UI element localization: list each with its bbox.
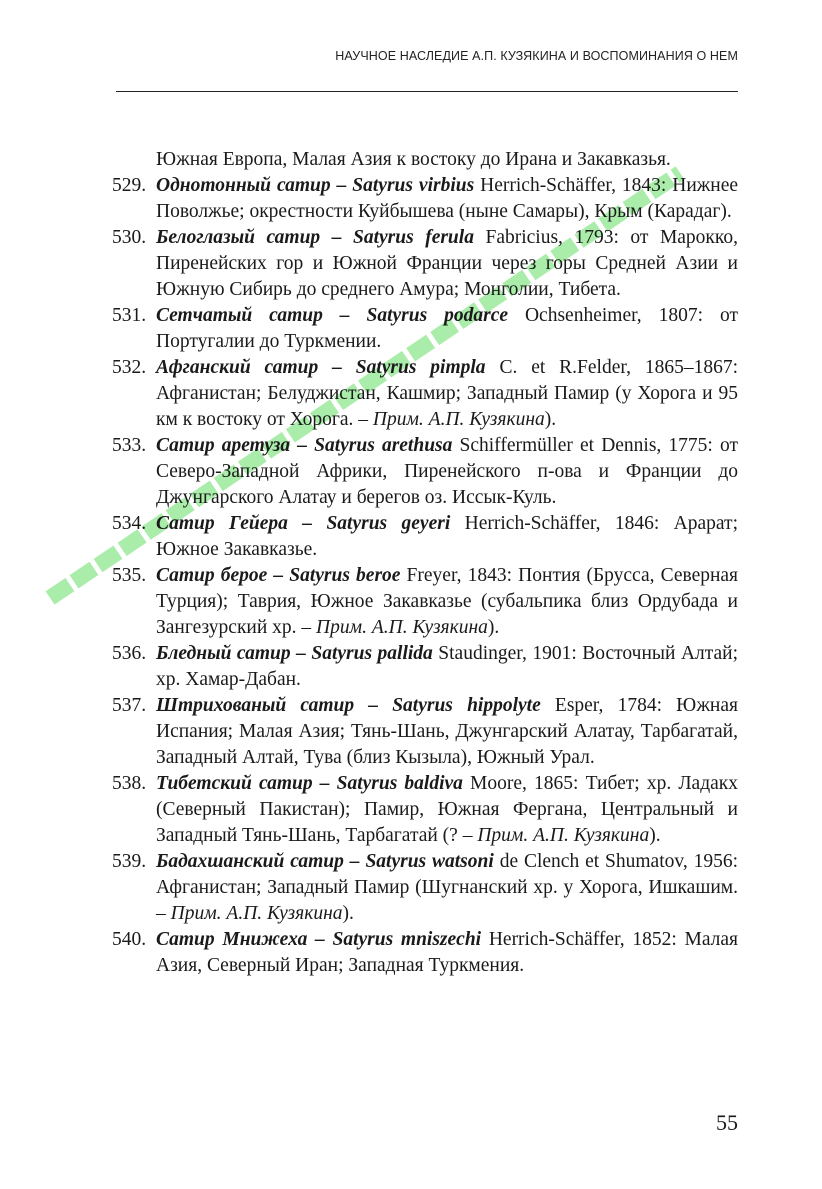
latin-name: Satyrus virbius: [352, 175, 475, 196]
entry-number: 537.: [112, 695, 147, 716]
entry-number: 534.: [112, 513, 147, 534]
distribution-text: Тибет; хр. Ладакх (Северный Пакистан); Памир, Южная Фергана, Центральный и Западный Тянь-Шань, Тарбагатай (? –: [156, 773, 739, 846]
species-entry: [112, 771, 738, 849]
common-name: Бледный сатир –: [156, 643, 306, 664]
entry-tail: ).: [487, 617, 500, 638]
species-entry: [112, 433, 738, 511]
continuation-paragraph: [112, 147, 738, 173]
species-entry: [112, 225, 738, 303]
distribution-text: Афганистан; Западный Памир (Шугнанский хр. у Хорога, Ишкашим. –: [156, 877, 738, 924]
distribution-text: Арарат; Южное Закавказье.: [156, 513, 738, 560]
species-list: [112, 147, 738, 979]
latin-name: Satyrus watsoni: [365, 851, 494, 872]
distribution-text: Нижнее Поволжье; окрестности Куйбышева (ныне Самары), Крым (Карадаг).: [156, 175, 739, 222]
common-name: Сатир Мнижеха –: [156, 929, 325, 950]
species-entry: [112, 693, 738, 771]
entry-number: 538.: [112, 773, 147, 794]
author-citation: Moore, 1865:: [470, 773, 579, 794]
editor-note: Прим. А.П. Кузякина: [372, 409, 545, 430]
entry-number: 531.: [112, 305, 147, 326]
distribution-text: от Северо-Западной Африки, Пиренейского п-ова и Франции до Джунгарского Алатау и берегов оз. Иссык-Куль.: [156, 435, 738, 508]
continuation-text: Южная Европа, Малая Азия к востоку до Ирана и Закавказья.: [156, 149, 671, 170]
distribution-text: Южная Испания; Малая Азия; Тянь-Шань, Джунгарский Алатау, Тарбагатай, Западный Алтай, Тува (близ Кызыла), Южный Урал.: [156, 695, 738, 768]
distribution-text: от Португалии до Туркмении.: [156, 305, 739, 352]
editor-note: Прим. А.П. Кузякина: [477, 825, 650, 846]
species-entry: [112, 355, 738, 433]
common-name: Сатир аретуза –: [156, 435, 307, 456]
latin-name: Satyrus arethusa: [314, 435, 453, 456]
common-name: Сатир Гейера –: [156, 513, 313, 534]
entry-number: 540.: [112, 929, 147, 950]
species-entry: [112, 511, 738, 563]
common-name: Белоглазый сатир –: [156, 227, 342, 248]
entry-number: 536.: [112, 643, 147, 664]
distribution-text: Понтия (Брусса, Северная Турция); Таврия, Южное Закавказье (субальпика близ Ордубада и Зангезурский хр. –: [156, 565, 739, 638]
author-citation: Schiffermüller et Dennis, 1775:: [459, 435, 713, 456]
latin-name: Satyrus mniszechi: [332, 929, 482, 950]
species-entry: [112, 927, 738, 979]
author-citation: Staudinger, 1901:: [438, 643, 577, 664]
author-citation: de Clench et Shumatov, 1956:: [499, 851, 739, 872]
author-citation: Herrich-Schäffer, 1846:: [464, 513, 660, 534]
common-name: Сатир бероe –: [156, 565, 284, 586]
latin-name: Satyrus pallida: [311, 643, 433, 664]
species-entry: [112, 173, 738, 225]
distribution-text: Малая Азия, Северный Иран; Западная Туркмения.: [156, 929, 739, 976]
distribution-text: Афганистан; Белуджистан, Кашмир; Западный Памир (у Хорога и 95 км к востоку от Хорога. –: [156, 383, 738, 430]
editor-note: Прим. А.П. Кузякина: [316, 617, 488, 638]
common-name: Сетчатый сатир –: [156, 305, 350, 326]
running-header: НАУЧНОЕ НАСЛЕДИЕ А.П. КУЗЯКИНА И ВОСПОМИНАНИЯ О НЕМ: [335, 49, 738, 63]
species-entry: [112, 303, 738, 355]
latin-name: Satyrus podarce: [366, 305, 509, 326]
species-entry: [112, 641, 738, 693]
entry-number: 535.: [112, 565, 147, 586]
entry-number: 539.: [112, 851, 147, 872]
author-citation: Herrich-Schäffer, 1852:: [488, 929, 677, 950]
common-name: Бадахшанский сатир –: [156, 851, 360, 872]
entry-number: 533.: [112, 435, 147, 456]
author-citation: Herrich-Schäffer, 1843:: [480, 175, 667, 196]
common-name: Тибетский сатир –: [156, 773, 330, 794]
header-rule: [116, 91, 738, 92]
page-number: 55: [716, 1110, 738, 1135]
latin-name: Satyrus ferula: [352, 227, 474, 248]
entry-tail: ).: [544, 409, 557, 430]
author-citation: Esper, 1784:: [554, 695, 662, 716]
latin-name: Satyrus geyeri: [326, 513, 451, 534]
author-citation: Fabricius, 1793:: [485, 227, 619, 248]
latin-name: Satyrus pimpla: [355, 357, 486, 378]
common-name: Штрихованый сатир –: [156, 695, 379, 716]
entry-number: 530.: [112, 227, 147, 248]
entry-tail: ).: [342, 903, 354, 924]
latin-name: Satyrus hippolyte: [392, 695, 541, 716]
entry-number: 529.: [112, 175, 147, 196]
author-citation: Freyer, 1843:: [406, 565, 513, 586]
entry-tail: ).: [649, 825, 661, 846]
distribution-text: от Марокко, Пиренейских гор и Южной Франции через горы Средней Азии и Южную Сибирь до среднего Амура; Монголии, Тибета.: [156, 227, 739, 300]
species-entry: [112, 849, 738, 927]
common-name: Однотонный сатир –: [156, 175, 347, 196]
entry-number: 532.: [112, 357, 147, 378]
editor-note: Прим. А.П. Кузякина: [170, 903, 343, 924]
author-citation: Ochsenheimer, 1807:: [524, 305, 704, 326]
latin-name: Satyrus beroe: [289, 565, 401, 586]
common-name: Афганский сатир –: [156, 357, 342, 378]
entry-list: [112, 173, 738, 979]
species-entry: [112, 563, 738, 641]
author-citation: C. et R.Felder, 1865–1867:: [499, 357, 739, 378]
latin-name: Satyrus baldiva: [336, 773, 463, 794]
distribution-text: Восточный Алтай; хр. Хамар-Дабан.: [156, 643, 739, 690]
